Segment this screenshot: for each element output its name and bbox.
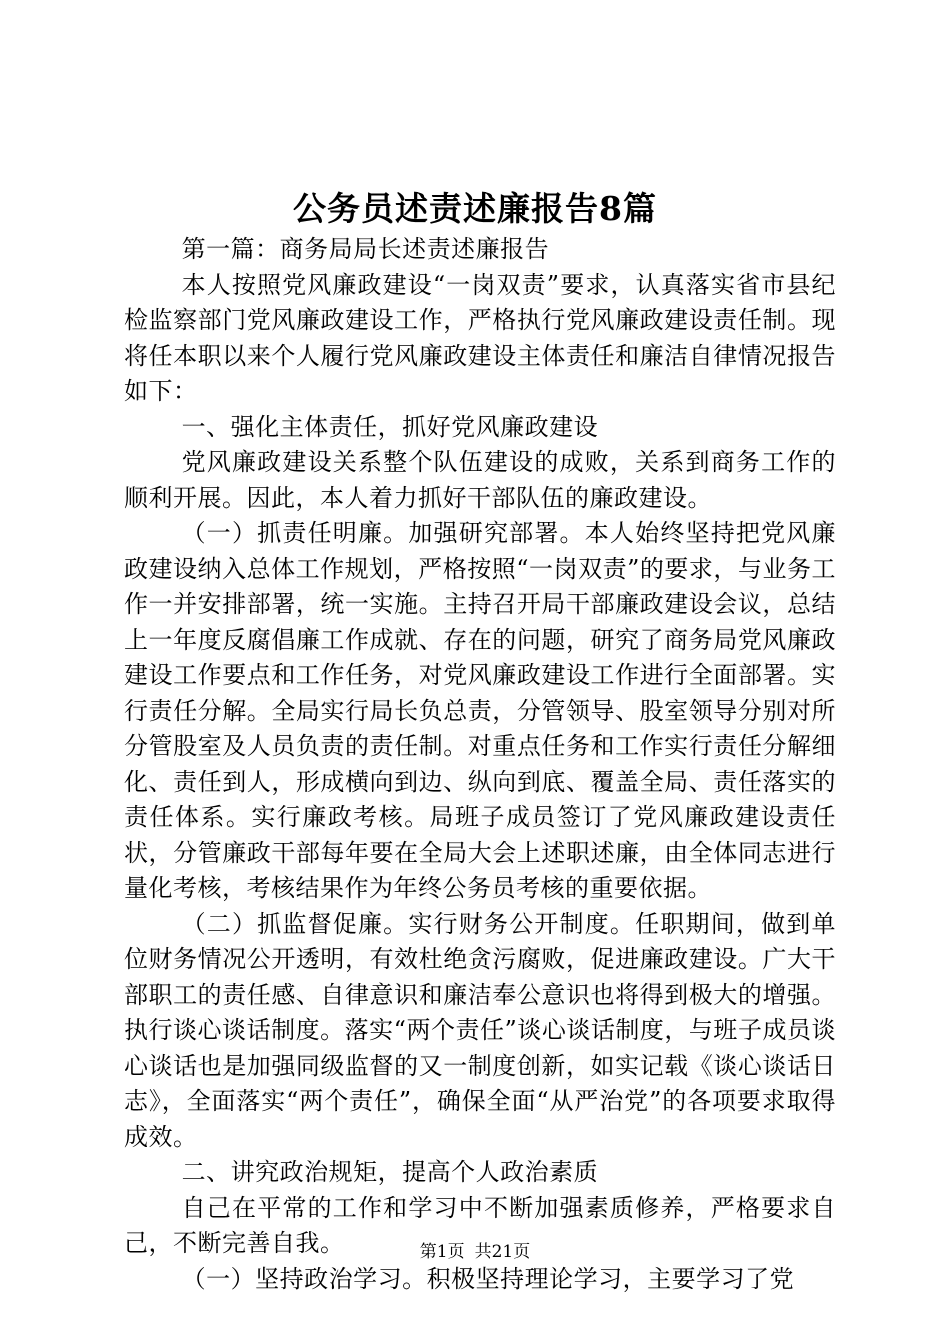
page-number: 第1页 [419, 1242, 465, 1262]
page-footer [0, 1240, 950, 1264]
body-paragraph: （二）抓监督促廉。实行财务公开制度。任职期间，做到单位财务情况公开透明，有效杜绝贪污腐败，促进廉政建设。广大干部职工的责任感、自律意识和廉洁奉公意识也将得到极大的增强。执行谈心谈话制度。落实“两个责任”谈心谈话制度，与班子成员谈心谈话也是加强同级监督的又一制度创新，如实记载《谈心谈话日志》，全面落实“两个责任”，确保全面“从严治党”的各项要求取得成效。 [124, 909, 836, 1151]
document-body [124, 232, 836, 1297]
body-paragraph: 自己在平常的工作和学习中不断加强素质修养，严格要求自己，不断完善自我。 [124, 1193, 836, 1257]
body-paragraph: （一）坚持政治学习。积极坚持理论学习，主要学习了党 [181, 1264, 795, 1293]
section-heading: 一、强化主体责任，抓好党风廉政建设 [181, 412, 599, 441]
page-total: 共21页 [474, 1242, 531, 1262]
section-heading: 第一篇：商务局局长述责述廉报告 [181, 235, 550, 263]
section-heading: 二、讲究政治规矩，提高个人政治素质 [181, 1158, 599, 1186]
body-paragraph: 本人按照党风廉政建设“一岗双责”要求，认真落实省市县纪检监察部门党风廉政建设工作，严格执行党风廉政建设责任制。现将任本职以来个人履行党风廉政建设主体责任和廉洁自律情况报告如下： [124, 270, 836, 405]
body-paragraph: 党风廉政建设关系整个队伍建设的成败，关系到商务工作的顺利开展。因此，本人着力抓好干部队伍的廉政建设。 [124, 448, 836, 512]
body-paragraph: （一）抓责任明廉。加强研究部署。本人始终坚持把党风廉政建设纳入总体工作规划，严格按照“一岗双责”的要求，与业务工作一并安排部署，统一实施。主持召开局干部廉政建设会议，总结上一年度反腐倡廉工作成就、存在的问题，研究了商务局党风廉政建设工作要点和工作任务，对党风廉政建设工作进行全面部署。实行责任分解。全局实行局长负总责，分管领导、股室领导分别对所分管股室及人员负责的责任制。对重点任务和工作实行责任分解细化、责任到人，形成横向到边、纵向到底、覆盖全局、责任落实的责任体系。实行廉政考核。局班子成员签订了党风廉政建设责任状，分管廉政干部每年要在全局大会上述职述廉，由全体同志进行量化考核，考核结果作为年终公务员考核的重要依据。 [124, 519, 836, 902]
document-title: 公务员述责述廉报告8篇 [293, 189, 657, 228]
